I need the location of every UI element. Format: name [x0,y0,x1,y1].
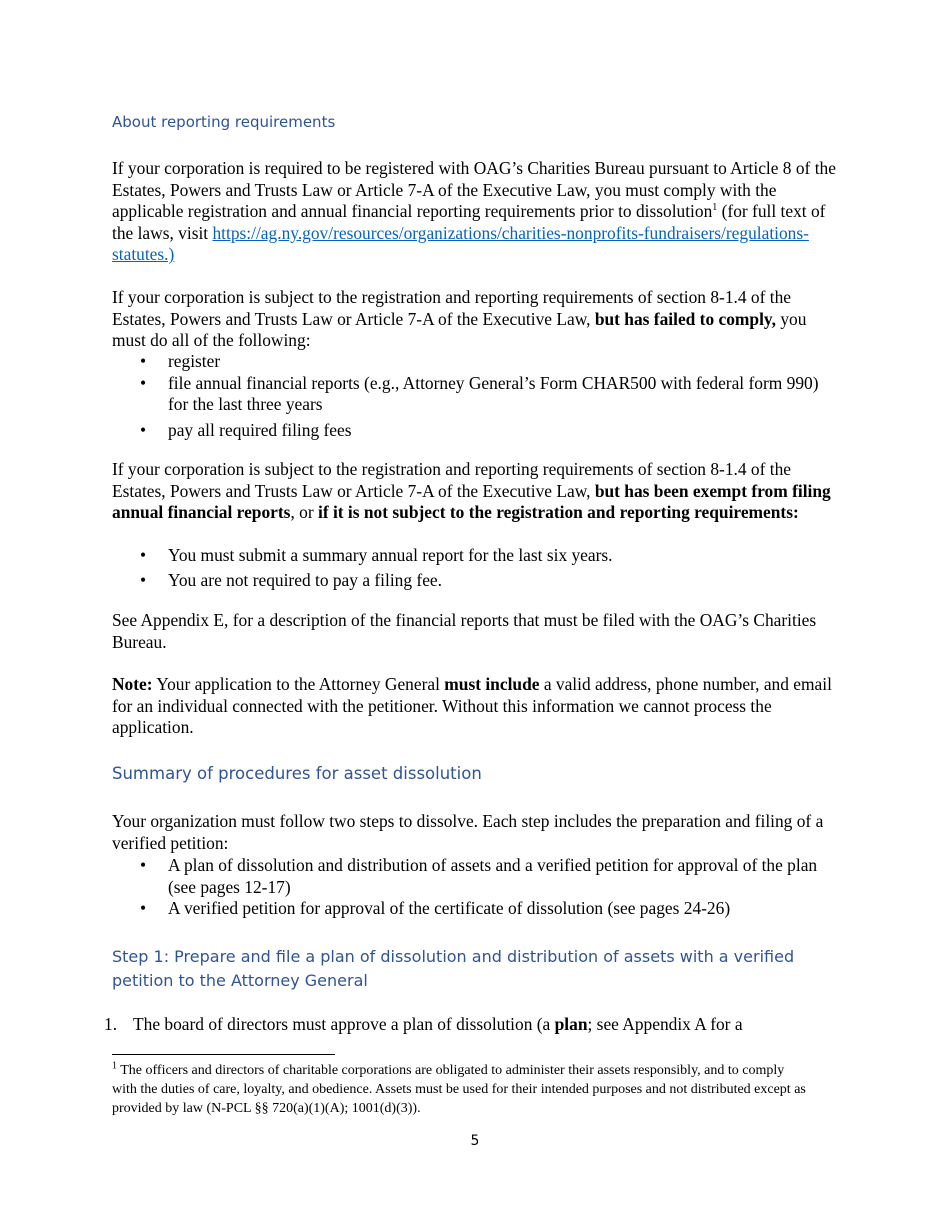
statutes-link[interactable]: https://ag.ny.gov/resources/organizations/charities-nonprofits-fundraisers/regulations-statutes.) [112,222,809,265]
paragraph-appendix-e: See Appendix E, for a description of the financial reports that must be filed with the OAG’s Charities Bureau. [112,610,817,652]
list-item: • A verified petition for approval of the certificate of dissolution (see pages 24-26) [140,898,820,920]
footnote-reference[interactable]: 1 [712,202,718,214]
exempt-list [140,545,820,591]
footnote-separator [112,1054,335,1055]
section-heading-summary: Summary of procedures for asset dissolution [112,764,482,783]
requirements-list [140,351,820,441]
paragraph-failed-to-comply: If your corporation is subject to the registration and reporting requirements of section 8-1.4 of the Estates, Powers and Trusts Law or Article 7-A of the Executive Law, but has failed to comply, you must do all of the following: [112,287,807,351]
paragraph-exempt: If your corporation is subject to the registration and reporting requirements of section 8-1.4 of the Estates, Powers and Trusts Law or Article 7-A of the Executive Law, but has been exempt from filing annual financial reports, or if it is not subject to the registration and reporting requirements: [112,459,831,523]
list-item: • A plan of dissolution and distribution of assets and a verified petition for approval of the plan (see pages 12-17) [140,855,820,898]
section-heading-step1: Step 1: Prepare and file a plan of dissolution and distribution of assets with a verified petition to the Attorney General [112,947,795,990]
page-number: 5 [470,1133,480,1149]
steps-list [140,855,820,920]
numbered-item-1: 1. The board of directors must approve a plan of dissolution (a plan; see Appendix A for a [104,1014,743,1034]
paragraph-note: Note: Your application to the Attorney General must include a valid address, phone number, and email for an individual connected with the petitioner. Without this information we cannot process the application. [112,674,832,738]
footnote: $^1$ The officers and directors of charitable corporations are obligated to administer their assets responsibly, and to comply with the duties of care, loyalty, and obedience. Assets must be used for their intended purposes and not distributed except as provided by law (N-PCL §§ 720(a)(1)(A); 1001(d)(3)). [112,1060,806,1116]
list-item: • pay all required filing fees [140,420,820,442]
paragraph-registration: If your corporation is required to be registered with OAG’s Charities Bureau pursuant to Article 8 of the Estates, Powers and Trusts Law or Article 7-A of the Executive Law, you must comply with the applicable registration and annual financial reporting requirements prior to dissolution$^1$ (for full text of the laws, visit https://ag.ny.gov/resources/organizations/charities-nonprofits-fundraisers/regulations-statutes.) [112,158,836,265]
item-number: 1. [104,1014,118,1034]
list-item: • You must submit a summary annual report for the last six years. [140,545,820,567]
list-item: • register [140,351,820,373]
list-item: • You are not required to pay a filing fee. [140,570,820,592]
section-heading-reporting: About reporting requirements [112,113,336,131]
paragraph-two-steps: Your organization must follow two steps to dissolve. Each step includes the preparation and filing of a verified petition: [112,811,824,853]
list-item: • file annual financial reports (e.g., Attorney General’s Form CHAR500 with federal form 990) for the last three years [140,373,820,416]
